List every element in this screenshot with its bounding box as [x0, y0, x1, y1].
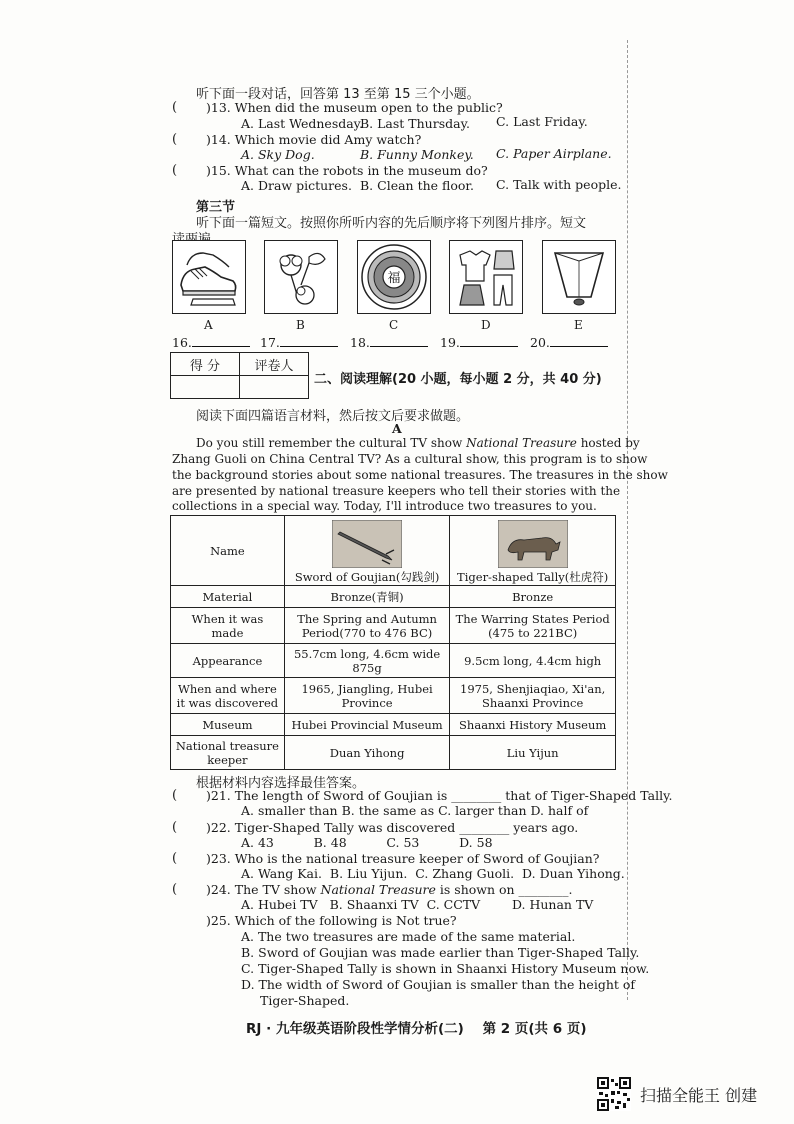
- answer-blank[interactable]: 18.: [350, 334, 428, 350]
- row-label: When and where it was discovered: [171, 678, 285, 714]
- row-value: Shaanxi History Museum: [450, 714, 616, 736]
- question-stem: )14. Which movie did Amy watch?: [206, 132, 422, 147]
- answer-blank[interactable]: 20.: [530, 334, 608, 350]
- sword-photo-icon: [332, 520, 402, 568]
- treasure-table: [170, 515, 616, 770]
- part-title: 二、阅读理解(20 小题，每小题 2 分，共 40 分): [314, 372, 602, 387]
- row-label: Museum: [171, 714, 285, 736]
- picture-label: A: [204, 318, 213, 332]
- tiger-tally-photo-icon: [498, 520, 568, 568]
- option-b: B. Funny Monkey.: [360, 147, 474, 162]
- svg-text:福: 福: [387, 271, 401, 286]
- row-value: 1965, Jiangling, Hubei Province: [284, 678, 449, 714]
- picture-label: B: [296, 318, 305, 332]
- option-a: A. Last Wednesday.: [241, 116, 364, 131]
- passage-line: Zhang Guoli on China Central TV? As a cultural show, this program is to show: [172, 452, 648, 466]
- option-c: C. Paper Airplane.: [496, 146, 612, 161]
- answer-paren: (: [172, 132, 178, 147]
- passage-line: the background stories about some national treasures. The treasures in the show: [172, 468, 668, 482]
- grader-header: 评卷人: [240, 353, 309, 376]
- sneakers-icon: [172, 240, 246, 314]
- answer-blank[interactable]: 19.: [440, 334, 518, 350]
- scanner-watermark: 扫描全能王 创建: [640, 1086, 758, 1105]
- question-stem: )21. The length of Sword of Goujian is ________ that of Tiger-Shaped Tally.: [206, 788, 673, 803]
- row-value: The Spring and Autumn Period(770 to 476 BC): [284, 608, 449, 644]
- score-header: 得 分: [171, 353, 240, 376]
- answer-paren: (: [172, 788, 178, 803]
- row-label: Material: [171, 586, 285, 608]
- picture-label: C: [389, 318, 399, 332]
- part-intro: 阅读下面四篇语言材料，然后按文后要求做题。: [196, 409, 470, 424]
- q25-option-a: A. The two treasures are made of the same material.: [241, 929, 576, 944]
- answer-paren: (: [172, 851, 178, 866]
- row-value: Liu Yijun: [450, 736, 616, 770]
- question-stem: )22. Tiger-Shaped Tally was discovered ________ years ago.: [206, 820, 579, 835]
- q25-option-b: B. Sword of Goujian was made earlier than Tiger-Shaped Tally.: [241, 945, 640, 960]
- clothes-icon: [449, 240, 523, 314]
- tally-name: Tiger-shaped Tally(杜虎符): [457, 570, 609, 584]
- sword-name: Sword of Goujian(勾践剑): [294, 570, 440, 584]
- section-intro: 听下面一篇短文。按照你所听内容的先后顺序将下列图片排序。短文: [196, 216, 587, 231]
- picture-label: D: [481, 318, 491, 332]
- option-b: B. Clean the floor.: [360, 178, 474, 193]
- question-stem: )13. When did the museum open to the public?: [206, 100, 503, 115]
- answer-paren: (: [172, 163, 178, 178]
- question-options: A. smaller than B. the same as C. larger than D. half of: [241, 803, 589, 818]
- option-c: C. Last Friday.: [496, 114, 588, 129]
- row-value: The Warring States Period (475 to 221BC): [450, 608, 616, 644]
- question-stem: )15. What can the robots in the museum do?: [206, 163, 488, 178]
- fu-plate-icon: [357, 240, 431, 314]
- margin-fold-line: [627, 40, 628, 1000]
- q25-option-d-cont: Tiger-Shaped.: [260, 993, 350, 1008]
- row-value: Duan Yihong: [284, 736, 449, 770]
- row-value: Bronze: [450, 586, 616, 608]
- answer-blank[interactable]: 17.: [260, 334, 338, 350]
- row-label: Appearance: [171, 644, 285, 678]
- answer-paren: (: [172, 820, 178, 835]
- row-label: When it was made: [171, 608, 285, 644]
- q25-option-d: D. The width of Sword of Goujian is smaller than the height of: [241, 977, 636, 992]
- sky-lantern-icon: [542, 240, 616, 314]
- page-footer: RJ · 九年级英语阶段性学情分析(二) 第 2 页(共 6 页): [246, 1021, 587, 1037]
- row-value: Hubei Provincial Museum: [284, 714, 449, 736]
- reading-intro: 根据材料内容选择最佳答案。: [196, 776, 366, 791]
- question-options: A. Wang Kai. B. Liu Yijun. C. Zhang Guoli. D. Duan Yihong.: [241, 866, 625, 881]
- passage-letter: A: [392, 421, 402, 436]
- table-header-sword: [284, 516, 449, 586]
- grader-cell[interactable]: [240, 376, 309, 399]
- row-label: National treasure keeper: [171, 736, 285, 770]
- answer-blank[interactable]: 16.: [172, 334, 250, 350]
- picture-label: E: [574, 318, 583, 332]
- cotton-flower-icon: [264, 240, 338, 314]
- answer-paren: (: [172, 100, 178, 115]
- answer-paren: (: [172, 882, 178, 897]
- question-options: A. Hubei TV B. Shaanxi TV C. CCTV D. Hunan TV: [241, 897, 594, 912]
- row-value: Bronze(青铜): [284, 586, 449, 608]
- option-a: A. Draw pictures.: [241, 178, 352, 193]
- question-options: A. 43 B. 48 C. 53 D. 58: [241, 835, 493, 850]
- row-value: 1975, Shenjiaqiao, Xi'an, Shaanxi Province: [450, 678, 616, 714]
- question-stem: )24. The TV show National Treasure is shown on ________.: [206, 882, 573, 897]
- option-b: B. Last Thursday.: [360, 116, 470, 131]
- table-header-tally: [450, 516, 616, 586]
- section-title: 第三节: [196, 200, 236, 215]
- option-a: A. Sky Dog.: [241, 147, 315, 162]
- option-c: C. Talk with people.: [496, 177, 622, 192]
- row-value: 9.5cm long, 4.4cm high: [450, 644, 616, 678]
- q25-option-c: C. Tiger-Shaped Tally is shown in Shaanxi History Museum now.: [241, 961, 650, 976]
- question-stem: )25. Which of the following is Not true?: [206, 913, 457, 928]
- passage-line: Do you still remember the cultural TV show National Treasure hosted by: [196, 436, 640, 450]
- table-header-name: Name: [171, 516, 285, 586]
- score-cell[interactable]: [171, 376, 240, 399]
- question-stem: )23. Who is the national treasure keeper of Sword of Goujian?: [206, 851, 600, 866]
- passage-line: are presented by national treasure keepers who tell their stories with the: [172, 484, 621, 498]
- qr-code-icon: [597, 1077, 631, 1111]
- passage-line: collections in a special way. Today, I'll introduce two treasures to you.: [172, 499, 597, 513]
- section-intro: 听下面一段对话，回答第 13 至第 15 三个小题。: [196, 87, 480, 102]
- row-value: 55.7cm long, 4.6cm wide 875g: [284, 644, 449, 678]
- score-table: [170, 352, 309, 399]
